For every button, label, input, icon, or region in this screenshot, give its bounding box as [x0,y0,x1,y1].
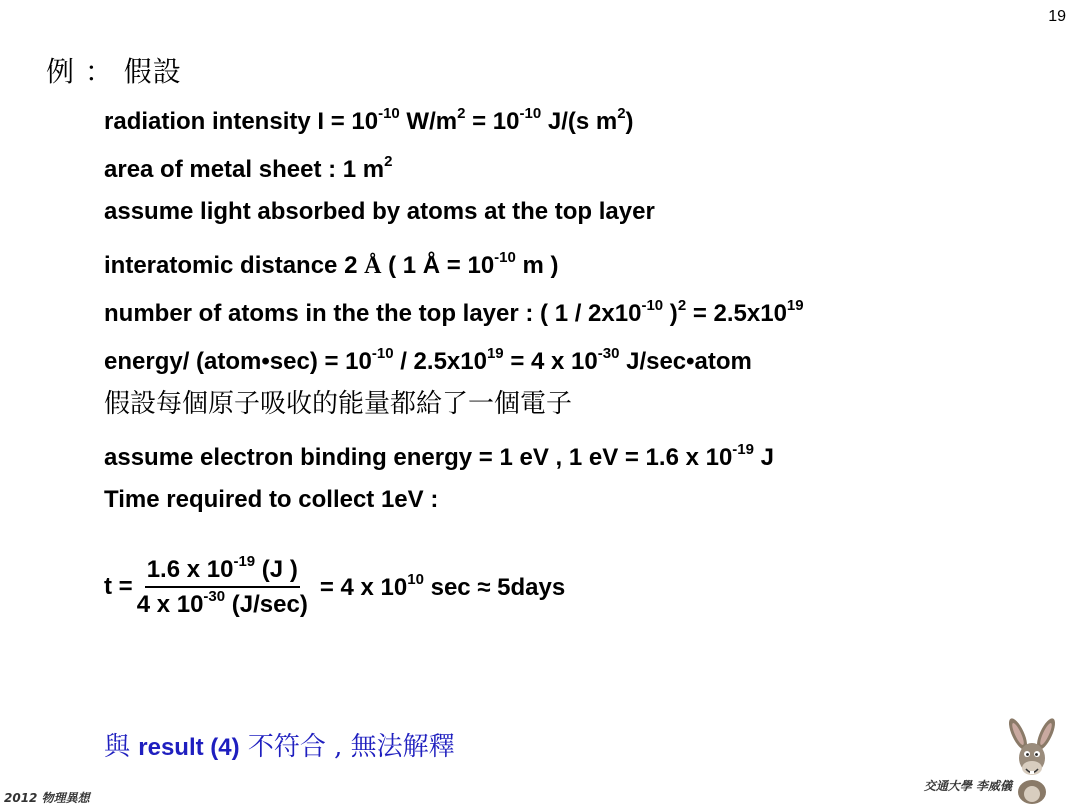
line-energy-per-atom: energy/ (atom•sec) = $10^{-10} / 2.5x10^{19} = 4$ x $10^{-30}$ J/sec•atom [104,345,752,375]
time-formula [104,555,565,619]
line-binding-energy: assume electron binding energy = 1 eV , 1 eV = 1.6 x $10^{-19}$ J [104,441,774,471]
line-time-required: Time required to collect 1eV : [104,486,439,513]
line-absorption-assumption: assume light absorbed by atoms at the top layer [104,198,655,225]
formula-denominator: 4 x $10^{-30}$ (J/sec) [136,588,308,618]
line-metal-area: area of metal sheet : 1 $m^2$ [104,153,393,183]
content-lines [104,92,804,524]
formula-rhs: = 4 x $10^{10}$ sec ≈ 5days [319,570,566,601]
page-number: 19 [1048,8,1066,25]
footer-course-title: 2012 物理異想 [4,791,90,805]
line-radiation-intensity: radiation intensity $I = 10^{-10}$ $W/m^2 = 10^{-10}$ J/(s $m^2$) [104,105,634,135]
slide-heading: 例 ： 假設 [46,55,182,88]
line-interatomic-distance: interatomic distance 2 Å ( 1 Å = $10^{-10}$ m ) [104,249,559,279]
formula-fraction [137,555,308,619]
donkey-mascot-icon [1002,716,1062,806]
line-number-of-atoms: number of atoms in the the top layer : ( $1 / 2x10^{-10}$ )$^2 = 2.5x10^{19}$ [104,297,804,327]
line-chinese-assumption: 假設每個原子吸收的能量都給了一個電子 [104,389,573,419]
conclusion-text: 與 result (4) 不符合 , 無法解釋 [104,732,455,762]
formula-numerator: 1.6 x $10^{-19}$ (J ) [145,555,300,588]
formula-lhs: t = [104,573,133,600]
footer-author: 交通大學 李威儀 [923,779,1012,793]
